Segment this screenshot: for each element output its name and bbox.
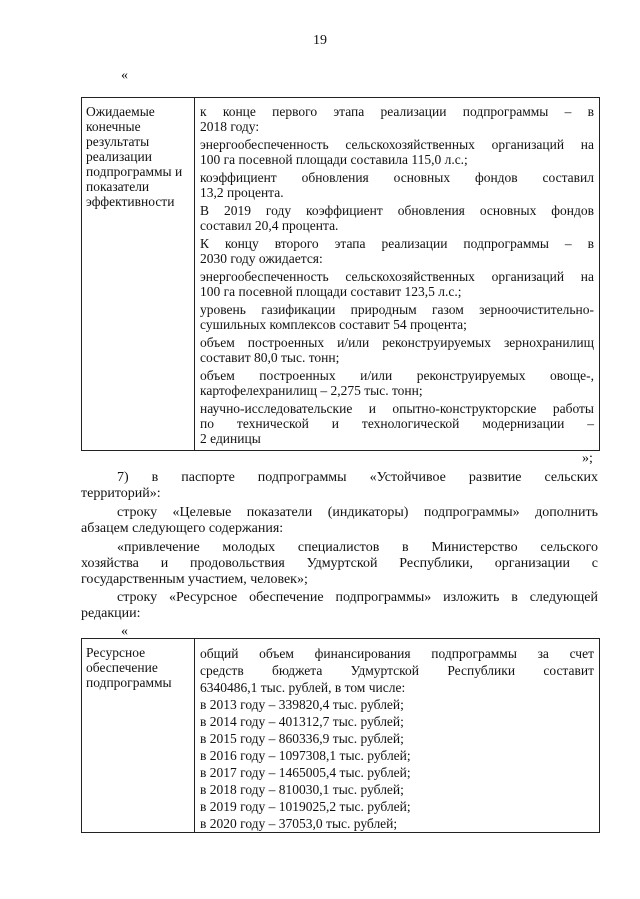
expected-results-table	[81, 97, 600, 451]
funding-year-line: в 2015 году – 860336,9 тыс. рублей;	[200, 731, 404, 746]
label-line: Ресурсное	[86, 645, 146, 660]
result-item: к конце первого этапа реализации подпрограммы – в 2018 году:	[200, 104, 594, 134]
label-line: Ожидаемые	[86, 104, 155, 119]
opening-quote-2: «	[121, 624, 128, 639]
funding-intro-line: 6340486,1 тыс. рублей, в том числе:	[200, 680, 406, 695]
label-line: показатели	[86, 179, 150, 194]
funding-year-line: в 2019 году – 1019025,2 тыс. рублей;	[200, 799, 411, 814]
label-line: обеспечение	[86, 660, 158, 675]
result-item: В 2019 году коэффициент обновления основных фондов составил 20,4 процента.	[200, 203, 594, 233]
result-item: энергообеспеченность сельскохозяйственных организаций на 100 га посевной площади составит 123,5 л.с.;	[200, 269, 594, 299]
result-item: энергообеспеченность сельскохозяйственных организаций на 100 га посевной площади составила 115,0 л.с.;	[200, 137, 594, 167]
funding-intro-line: общий объем финансирования подпрограммы за счет	[200, 646, 594, 661]
page-number: 19	[313, 33, 327, 48]
paragraph-young-specialists: «привлечение молодых специалистов в Министерство сельского хозяйства и продовольствия Удмуртской Республики, организации с государственным участием, человек»;	[81, 540, 598, 587]
funding-year-line: в 2013 году – 339820,4 тыс. рублей;	[200, 697, 404, 712]
result-item: уровень газификации природным газом зерноочистительно- сушильных комплексов составит 54 процента;	[200, 302, 594, 332]
opening-quote-1: «	[121, 68, 128, 83]
closing-quote: »;	[582, 451, 593, 466]
result-item: объем построенных и/или реконструируемых зернохранилищ составит 80,0 тыс. тонн;	[200, 335, 594, 365]
resource-provision-label-cell	[82, 639, 195, 833]
result-item: коэффициент обновления основных фондов составил 13,2 процента.	[200, 170, 594, 200]
funding-intro-line: средств бюджета Удмуртской Республики составит	[200, 663, 594, 678]
resource-provision-table	[81, 638, 600, 833]
funding-year-line: в 2016 году – 1097308,1 тыс. рублей;	[200, 748, 411, 763]
funding-year-line: в 2018 году – 810030,1 тыс. рублей;	[200, 782, 404, 797]
expected-results-content-cell	[195, 98, 600, 451]
paragraph-resource-provision: строку «Ресурсное обеспечение подпрограммы» изложить в следующей редакции:	[81, 590, 598, 621]
funding-year-line: в 2020 году – 37053,0 тыс. рублей;	[200, 816, 398, 831]
label-line: подпрограммы и	[86, 164, 183, 179]
result-item: научно-исследовательские и опытно-конструкторские работы по технической и технологической модернизации – 2 единицы	[200, 401, 594, 446]
result-item: объем построенных и/или реконструируемых овоще-, картофелехранилищ – 2,275 тыс. тонн;	[200, 368, 594, 398]
label-line: реализации	[86, 149, 152, 164]
resource-provision-content-cell	[195, 639, 600, 833]
paragraph-target-indicators: строку «Целевые показатели (индикаторы) подпрограммы» дополнить абзацем следующего содержания:	[81, 505, 598, 536]
paragraph-item-7: 7) в паспорте подпрограммы «Устойчивое развитие сельских территорий»:	[81, 470, 598, 501]
expected-results-label-cell	[82, 98, 195, 451]
label-line: результаты	[86, 134, 150, 149]
label-line: подпрограммы	[86, 675, 172, 690]
label-line: эффективности	[86, 194, 175, 209]
label-line: конечные	[86, 119, 141, 134]
funding-year-line: в 2014 году – 401312,7 тыс. рублей;	[200, 714, 404, 729]
result-item: К концу второго этапа реализации подпрограммы – в 2030 году ожидается:	[200, 236, 594, 266]
funding-year-line: в 2017 году – 1465005,4 тыс. рублей;	[200, 765, 411, 780]
